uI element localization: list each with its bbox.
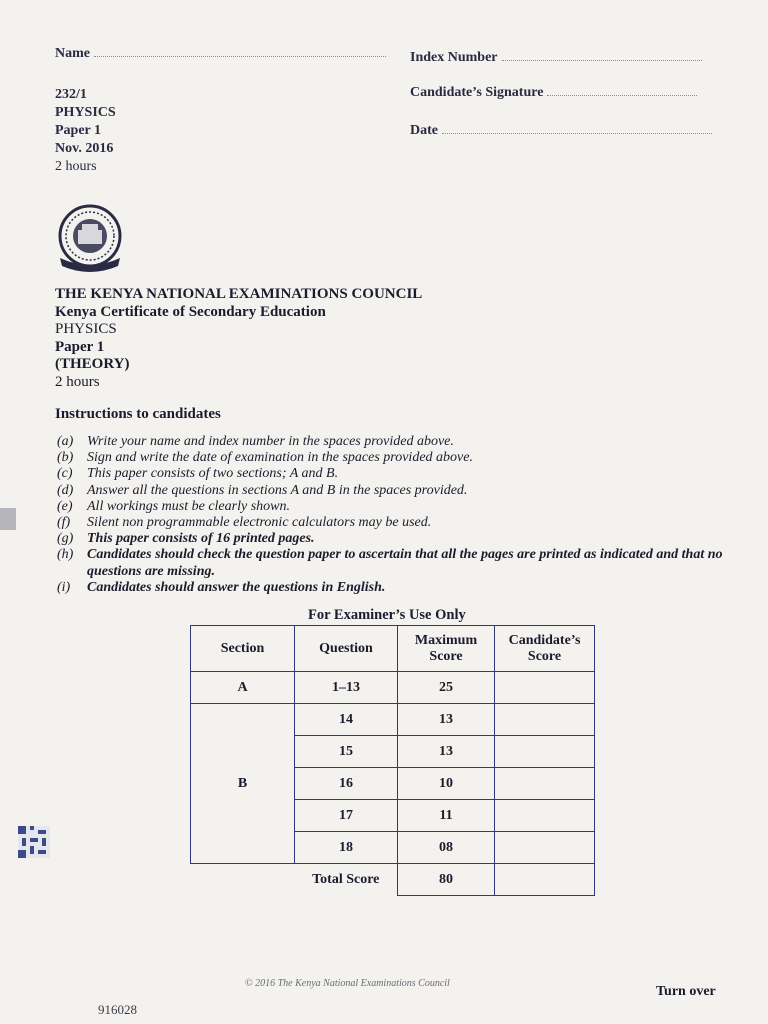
- total-score-label: Total Score: [312, 871, 380, 887]
- index-field-row: [410, 48, 702, 66]
- header-candidate-score: Candidate’s Score: [495, 626, 595, 672]
- examiner-table-title: For Examiner’s Use Only: [308, 607, 466, 623]
- council-name: THE KENYA NATIONAL EXAMINATIONS COUNCIL: [55, 286, 423, 302]
- council-type: (THEORY): [55, 356, 130, 372]
- max-score-cell: 25: [398, 672, 495, 704]
- total-max-cell: 80: [398, 864, 495, 896]
- header-section: Section: [191, 626, 295, 672]
- candidate-score-cell[interactable]: [495, 768, 595, 800]
- name-field[interactable]: [94, 44, 386, 57]
- question-cell: 18: [295, 832, 398, 864]
- signature-field[interactable]: [547, 83, 697, 96]
- signature-label: Candidate’s Signature: [410, 85, 544, 100]
- index-field[interactable]: [502, 48, 702, 61]
- paper-session: Nov. 2016: [55, 141, 114, 156]
- date-label: Date: [410, 123, 438, 138]
- instruction-item: (i) Candidates should answer the questions in English.: [57, 579, 386, 595]
- instruction-item: (b) Sign and write the date of examination in the spaces provided above.: [57, 450, 473, 466]
- instruction-item: (f) Silent non programmable electronic calculators may be used.: [57, 515, 432, 531]
- question-cell: 15: [295, 736, 398, 768]
- instruction-item: (a) Write your name and index number in the spaces provided above.: [57, 434, 454, 449]
- section-cell: B: [191, 704, 295, 864]
- instruction-item: (e) All workings must be clearly shown.: [57, 498, 290, 514]
- signature-field-row: [410, 83, 697, 101]
- name-field-row: [55, 44, 386, 62]
- candidate-score-cell[interactable]: [495, 832, 595, 864]
- header-question: Question: [295, 626, 398, 672]
- instruction-item: (d) Answer all the questions in sections A and B in the spaces provided.: [57, 482, 468, 498]
- max-score-cell: 13: [398, 736, 495, 768]
- table-row: [191, 672, 595, 704]
- max-score-cell: 13: [398, 704, 495, 736]
- total-candidate-cell[interactable]: [495, 864, 595, 896]
- council-duration: 2 hours: [55, 373, 100, 390]
- paper-number: Paper 1: [55, 123, 102, 138]
- council-paper: Paper 1: [55, 338, 105, 355]
- table-row: [191, 704, 595, 736]
- date-field[interactable]: [442, 121, 712, 134]
- certificate-name: Kenya Certificate of Secondary Education: [55, 303, 326, 320]
- instruction-item: (c) This paper consists of two sections; A and B.: [57, 466, 339, 482]
- question-cell: 17: [295, 800, 398, 832]
- paper-code: 232/1: [55, 87, 87, 102]
- qr-code-icon: [18, 826, 50, 858]
- instruction-item: (g) This paper consists of 16 printed pages.: [57, 531, 315, 547]
- instructions-list: [57, 434, 737, 596]
- max-score-cell: 11: [398, 800, 495, 832]
- scan-mark: [0, 508, 16, 530]
- index-label: Index Number: [410, 50, 498, 65]
- max-score-cell: 08: [398, 832, 495, 864]
- candidate-score-cell[interactable]: [495, 672, 595, 704]
- candidate-score-cell[interactable]: [495, 800, 595, 832]
- table-row-total: [191, 864, 595, 896]
- section-cell: A: [191, 672, 295, 704]
- council-block: [55, 286, 422, 391]
- candidate-score-cell[interactable]: [495, 704, 595, 736]
- max-score-cell: 10: [398, 768, 495, 800]
- paper-info: [55, 86, 116, 176]
- instruction-item: (h) Candidates should check the question paper to ascertain that all the pages are printed as indicated and that no questions are missing.: [57, 547, 723, 579]
- copyright-text: © 2016 The Kenya National Examinations Council: [245, 978, 450, 989]
- question-cell: 1–13: [295, 672, 398, 704]
- header-max-score: Maximum Score: [398, 626, 495, 672]
- name-label: Name: [55, 46, 90, 61]
- question-cell: 14: [295, 704, 398, 736]
- examiner-score-table: [190, 625, 595, 896]
- instructions-title: Instructions to candidates: [55, 406, 221, 422]
- council-subject: PHYSICS: [55, 321, 117, 337]
- paper-serial-code: 916028: [98, 1002, 137, 1017]
- turn-over-text: Turn over: [656, 984, 716, 999]
- paper-subject: PHYSICS: [55, 105, 116, 120]
- date-field-row: [410, 121, 712, 139]
- paper-duration: 2 hours: [55, 159, 97, 174]
- knec-crest-icon: [52, 200, 128, 278]
- candidate-score-cell[interactable]: [495, 736, 595, 768]
- question-cell: 16: [295, 768, 398, 800]
